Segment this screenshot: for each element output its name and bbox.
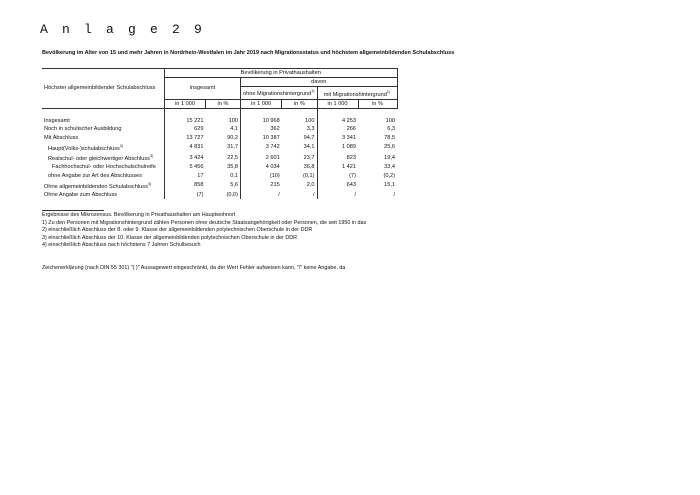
- spacer-cell: [165, 108, 206, 117]
- table-cell: 3 341: [342, 134, 356, 141]
- davon-header: davon: [241, 78, 398, 87]
- row-label: [42, 163, 165, 171]
- row-footnote-ref: 4): [147, 181, 152, 186]
- row-label-text: Ohne allgemeinbildenden Schulabschluss: [44, 183, 148, 190]
- table-cell: 25,6: [384, 144, 395, 151]
- symbol-legend: Zeichenerklärung (nach DIN 55 301) "( )" Aussagewert eingeschränkt, da der Wert Fehler aufweisen kann, "/" keine Angabe, da: [42, 265, 346, 271]
- spacer-cell: [206, 108, 241, 117]
- table-row: [42, 180, 397, 191]
- spacer-cell: [42, 108, 165, 117]
- col-insgesamt: insgesamt: [165, 78, 241, 100]
- table-header: [42, 69, 397, 109]
- table-cell: 100: [282, 117, 317, 125]
- footnote-line: 2) einschließlich Abschluss der 8. oder 9. Klasse der allgemeinbildenden polytechnischen Oberschule in der DDR: [42, 227, 313, 234]
- footnote-line: 3) einschließlich Abschluss der 10. Klasse der allgemeinbildenden polytechnischen Oberschule in der DDR: [42, 234, 297, 241]
- col-ohne-footnote: 1): [311, 89, 315, 93]
- row-label: [42, 180, 165, 191]
- row-header-label: Höchster allgemeinbildender Schulabschluss: [42, 69, 165, 109]
- table-cell: 34,1: [282, 142, 317, 153]
- spacer-cell: [358, 108, 397, 117]
- row-label: [42, 125, 165, 133]
- table-row: [42, 152, 397, 163]
- annex-label: A n l a g e 2 9: [40, 22, 206, 37]
- table-cell: 94,7: [282, 133, 317, 141]
- footnote-line: 4) einschließlich Abschluss nach höchstens 7 Jahren Schulbesuch: [42, 242, 201, 249]
- unit-pct-2: in %: [282, 99, 317, 108]
- row-label-text: Realschul- oder gleichwertiger Abschluss: [48, 156, 150, 163]
- table-row: [42, 117, 397, 125]
- row-label: [42, 172, 165, 180]
- table-row: [42, 163, 397, 171]
- row-label-text: Mit Abschluss: [44, 134, 79, 141]
- row-label-text: Noch in schulischer Ausbildung: [44, 126, 122, 133]
- col-mit-label: mit Migrationshintergrund: [323, 91, 387, 98]
- table-cell: 33,4: [384, 164, 395, 171]
- table-cell: 100: [206, 117, 241, 125]
- footnote-line: 1) Zu den Personen mit Migrationshintergrund zählen Personen ohne deutsche Staatsangehörigkeit oder Personen, die seit 1950 in das: [42, 219, 367, 226]
- unit-abs-3: in 1 000: [317, 99, 358, 108]
- table-cell: 3 424: [189, 154, 204, 161]
- footnote-rule: [42, 210, 104, 211]
- table-cell: (0,2): [383, 172, 395, 179]
- group-header: Bevölkerung in Privathaushalten: [165, 69, 398, 78]
- spacer-cell: [317, 108, 358, 117]
- unit-abs-1: in 1 000: [165, 99, 206, 108]
- row-footnote-ref: 2): [119, 143, 124, 148]
- row-label-text: Ohne Angabe zum Abschluss: [44, 191, 118, 198]
- row-label: [42, 152, 165, 163]
- col-ohne-migration: [241, 87, 318, 100]
- spacer-cell: [282, 108, 317, 117]
- table-cell: 4 034: [265, 164, 280, 171]
- table-cell: 100: [385, 118, 395, 125]
- row-label: [42, 117, 165, 125]
- col-ohne-label: ohne Migrationshintergrund: [243, 90, 312, 97]
- footnotes: [42, 210, 366, 250]
- table-cell: (0,1): [282, 172, 317, 180]
- table-cell: 4,1: [206, 125, 241, 133]
- table-cell: 78,5: [384, 134, 395, 141]
- unit-pct-1: in %: [206, 99, 241, 108]
- table-cell: /: [393, 191, 395, 198]
- table-cell: (10): [269, 172, 280, 179]
- table-cell: 2,0: [282, 180, 317, 191]
- table-cell: 215: [270, 182, 280, 189]
- row-label: [42, 133, 165, 141]
- row-label-text: Haupt(Volks-)schulabschluss: [48, 145, 120, 152]
- table-cell: 22,5: [206, 152, 241, 163]
- table-row: [42, 125, 397, 133]
- data-table: [42, 68, 398, 199]
- row-label: [42, 191, 165, 199]
- footnote-line: Ergebnisse des Mikrozensus. Bevölkerung in Privathaushalten am Hauptwohnort: [42, 212, 236, 218]
- row-footnote-ref: 3): [149, 154, 154, 159]
- col-mit-migration: [317, 87, 397, 100]
- table-row: [42, 172, 397, 180]
- table-cell: 6,3: [387, 126, 395, 133]
- table-cell: 858: [194, 182, 204, 189]
- table-cell: (7): [196, 191, 204, 198]
- table-cell: 4 253: [342, 118, 356, 125]
- table-cell: 4 831: [189, 144, 204, 151]
- unit-abs-2: in 1 000: [241, 99, 282, 108]
- table-cell: (0,0): [206, 191, 241, 199]
- unit-pct-3: in %: [358, 99, 397, 108]
- table-cell: 90,2: [206, 133, 241, 141]
- spacer-cell: [241, 108, 282, 117]
- table-cell: 13 727: [186, 134, 204, 141]
- table-body: [42, 108, 397, 198]
- table-row: [42, 133, 397, 141]
- table-cell: 5 456: [189, 164, 204, 171]
- table-row: [42, 191, 397, 199]
- table-cell: 10 968: [262, 118, 280, 125]
- table-cell: (7): [349, 172, 356, 179]
- table-cell: 643: [346, 182, 356, 189]
- table-cell: 266: [346, 126, 356, 133]
- table-cell: 23,7: [282, 152, 317, 163]
- table-cell: 36,8: [282, 163, 317, 171]
- table-cell: 823: [346, 154, 356, 161]
- table-cell: 10 387: [262, 134, 280, 141]
- table-cell: 3 742: [265, 144, 280, 151]
- table-cell: 31,7: [206, 142, 241, 153]
- table-cell: 35,8: [206, 163, 241, 171]
- table-cell: 15,1: [384, 182, 395, 189]
- table-cell: /: [278, 191, 280, 198]
- table-cell: /: [282, 191, 317, 199]
- table-cell: 2 601: [265, 154, 280, 161]
- table-cell: 3,3: [282, 125, 317, 133]
- table-cell: /: [354, 191, 356, 198]
- table-cell: 629: [194, 126, 204, 133]
- table-cell: 0,1: [206, 172, 241, 180]
- col-mit-footnote: 1): [386, 89, 391, 94]
- table-title: Bevölkerung im Alter von 15 und mehr Jahren in Nordrhein-Westfalen im Jahr 2019 nach Migrationsstatus und höchstem allgemeinbildenden Schulabschluss: [42, 50, 455, 56]
- row-label-text: Fachhochschul- oder Hochschulschulreife: [52, 164, 156, 171]
- table-cell: 15 221: [186, 118, 204, 125]
- table-cell: 1 421: [342, 164, 356, 171]
- table-cell: 1 089: [342, 144, 356, 151]
- table-cell: 17: [197, 172, 204, 179]
- table-cell: 19,4: [384, 154, 395, 161]
- table-cell: 5,6: [206, 180, 241, 191]
- table-cell: 362: [270, 126, 280, 133]
- row-label-text: ohne Angabe zur Art des Abschlusses: [48, 172, 142, 179]
- row-label: [42, 142, 165, 153]
- row-label-text: Insgesamt: [44, 118, 70, 125]
- table-row: [42, 142, 397, 153]
